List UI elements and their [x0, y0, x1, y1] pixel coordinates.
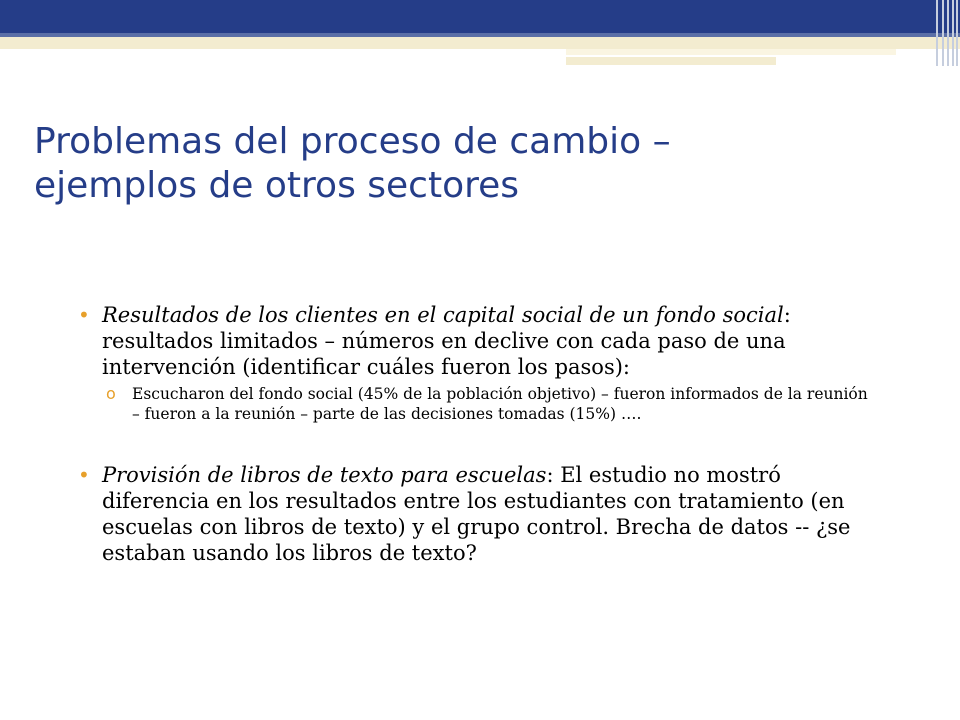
header-accent-strip-short — [566, 57, 776, 65]
bullet-text: : resultados limitados – números en declive con cada paso de una intervención (identificar cuáles fueron los pasos): — [102, 303, 791, 379]
bullet-dot-icon: • — [78, 303, 90, 327]
bullet-item — [78, 462, 878, 566]
bullet-dot-icon: • — [78, 463, 90, 487]
title-line-1: Problemas del proceso de cambio – — [34, 121, 671, 162]
title-line-2: ejemplos de otros sectores — [34, 164, 520, 206]
slide-body — [78, 302, 878, 566]
header-accent-strip-light — [566, 49, 896, 55]
sub-bullet-text: Escucharon del fondo social (45% de la población objetivo) – fueron informados de la reunión – fueron a la reunión – parte de las decisiones tomadas (15%) …. — [132, 385, 868, 423]
corner-decoration — [930, 0, 960, 66]
header-band — [0, 0, 960, 33]
bullet-lead: Resultados de los clientes en el capital social de un fondo social — [102, 303, 784, 327]
bullet-lead: Provisión de libros de texto para escuelas — [102, 463, 547, 487]
slide-title — [34, 120, 914, 208]
hollow-circle-icon: o — [106, 384, 116, 403]
bullet-text: : El estudio no mostró diferencia en los resultados entre los estudiantes con tratamiento (en escuelas con libros de texto) y el grupo control. Brecha de datos -- ¿se estaban usando los libros de texto? — [102, 463, 851, 565]
bullet-item — [78, 302, 878, 380]
header-accent-strip — [0, 37, 960, 49]
sub-bullet-item — [102, 384, 878, 424]
